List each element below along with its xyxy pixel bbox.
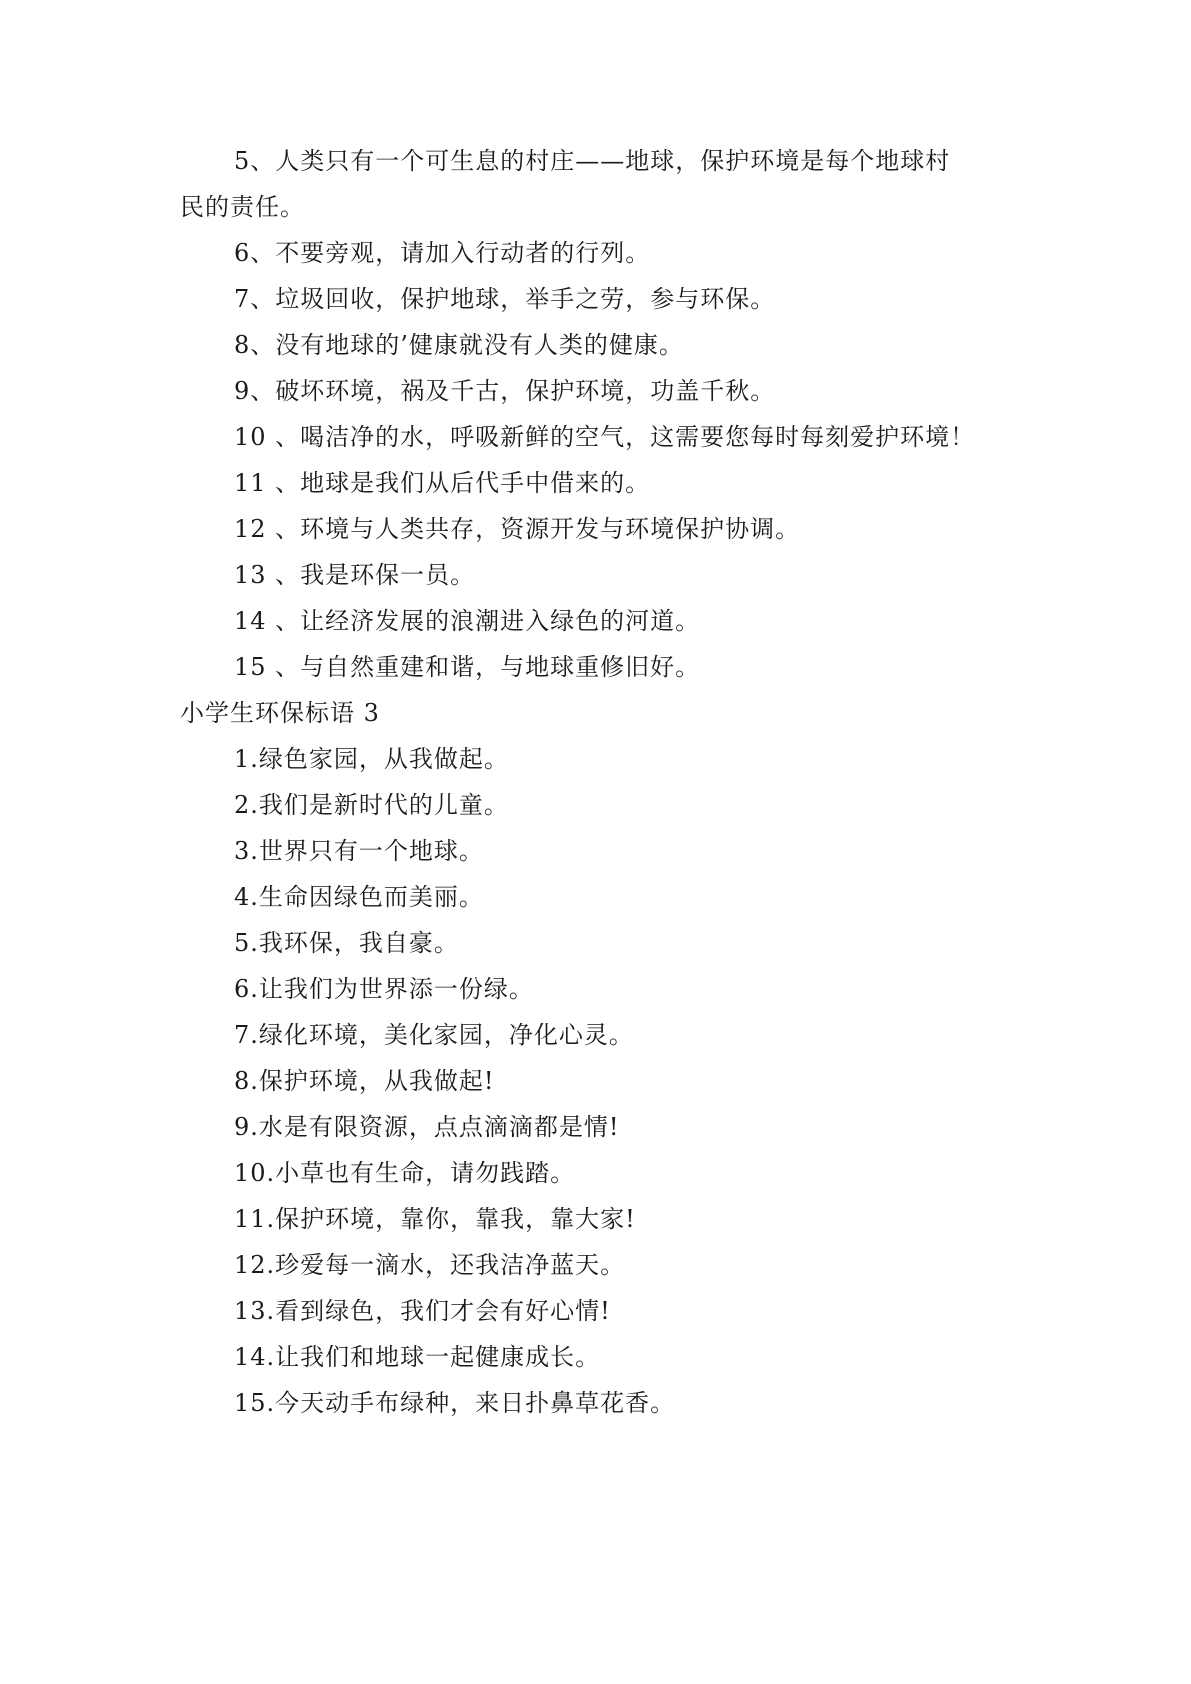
slogan-line: 2.我们是新时代的儿童。 — [234, 791, 509, 819]
slogan-line: 13.看到绿色，我们才会有好心情! — [234, 1297, 611, 1325]
slogan-line: 10.小草也有生命，请勿践踏。 — [234, 1159, 576, 1187]
slogan-line: 9、破坏环境，祸及千古，保护环境，功盖千秋。 — [234, 377, 776, 405]
slogan-line: 7.绿化环境，美化家园，净化心灵。 — [234, 1021, 634, 1049]
slogan-line: 8、没有地球的’健康就没有人类的健康。 — [234, 331, 684, 359]
slogan-line: 11 、地球是我们从后代手中借来的。 — [234, 469, 651, 497]
slogan-line: 15 、与自然重建和谐，与地球重修旧好。 — [234, 653, 701, 681]
slogan-line: 1.绿色家园，从我做起。 — [234, 745, 509, 773]
slogan-line: 14 、让经济发展的浪潮进入绿色的河道。 — [234, 607, 701, 635]
slogan-line: 4.生命因绿色而美丽。 — [234, 883, 484, 911]
slogan-line: 14.让我们和地球一起健康成长。 — [234, 1343, 601, 1371]
slogan-line: 15.今天动手布绿种，来日扑鼻草花香。 — [234, 1389, 676, 1417]
slogan-line: 7、垃圾回收，保护地球，举手之劳，参与环保。 — [234, 285, 776, 313]
slogan-line: 10 、喝洁净的水，呼吸新鲜的空气，这需要您每时每刻爱护环境！ — [234, 423, 976, 451]
slogan-line: 5.我环保，我自豪。 — [234, 929, 459, 957]
document-body — [180, 138, 1040, 1426]
slogan-line: 5、人类只有一个可生息的村庄——地球，保护环境是每个地球村 — [234, 147, 951, 175]
slogan-line: 12 、环境与人类共存，资源开发与环境保护协调。 — [234, 515, 801, 543]
slogan-line: 6.让我们为世界添一份绿。 — [234, 975, 534, 1003]
slogan-line: 8.保护环境，从我做起! — [234, 1067, 495, 1095]
slogan-line-continuation: 民的责任。 — [180, 193, 305, 221]
slogan-line: 12.珍爱每一滴水，还我洁净蓝天。 — [234, 1251, 626, 1279]
section-heading: 小学生环保标语 3 — [180, 699, 380, 727]
slogan-line: 6、不要旁观，请加入行动者的行列。 — [234, 239, 651, 267]
slogan-line: 11.保护环境，靠你，靠我，靠大家! — [234, 1205, 636, 1233]
slogan-line: 9.水是有限资源，点点滴滴都是情! — [234, 1113, 620, 1141]
slogan-line: 13 、我是环保一员。 — [234, 561, 476, 589]
slogan-line: 3.世界只有一个地球。 — [234, 837, 484, 865]
